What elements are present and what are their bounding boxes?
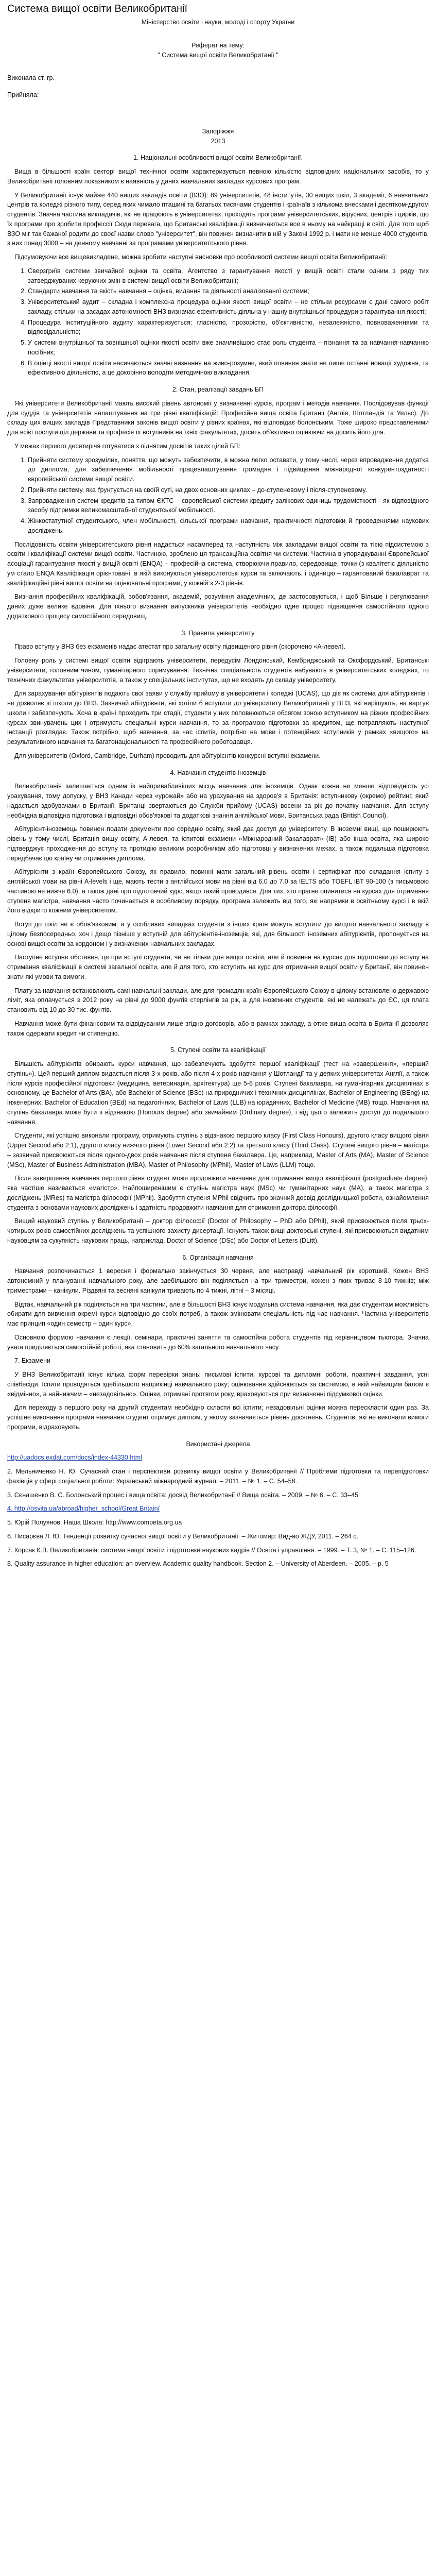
- source-item: 6. Писарєва Л. Ю. Тенденції розвитку сучасної вищої освіти у Великобританії. – Житомир: Вид-во ЖДУ, 2011. – 264 с.: [7, 1532, 359, 1540]
- paragraph: Підсумовуючи все вищевикладене, можна зробити наступні висновки про особливості системи вищої освіти Великобританії:: [14, 253, 388, 261]
- section-heading: 2. Стан, реалізації завдань БП: [172, 386, 264, 393]
- paragraph: Більшість абітурієнтів обирають курси навчання, що забезпечують здобуття першої кваліфікації (тест на «завершення», «перший ступінь»). Цей перший диплом видається після 3-х років, або після 4-х років навчання у Шотландії та у деяких університетах Англії, а також після курсів професійної підготовки (медицина, ветеринарія, архітектура) ще 5-6 років. Ступені бакалавра, на гуманітарних дисциплінах в основному, це Bachelor of Arts (BA), або Bachelor of Science (BSc) на природничих і технічних дисциплінах, Bachelor of Engineering (BEng) на інженерних, Bachelor of Education (BEd) на педагогічних, Bachelor of Laws (LLB) на юридичних, Bachelor of Medicine (MB) тощо. Навчання на ступінь бакалавра може бути з відзнакою (Honours degree) або звичайним (Ordinary degree), і від цього залежить доступ до подальшого навчання.: [7, 1060, 429, 1126]
- paragraph: Право вступу у ВНЗ без екзаменів надає атестат про загальну освіту підвищеного рівня (скорочено «А-левел).: [14, 643, 346, 651]
- source-item[interactable]: [7, 1453, 429, 1463]
- paragraph: Для переходу з першого року на другий студентам необхідно скласти всі іспити; незадовільні оцінки можна перескласти один раз. За успішне виконання програми навчання студент отримує диплом, у якому зазначається рівень досягнень. Студентів, які не виконали вимоги програми, відраховують.: [7, 1404, 429, 1431]
- paragraph: Навчання розпочинається 1 вересня і формально закінчується 30 червня, але насправді навчальний рік коротший. Кожен ВНЗ автономний у плануванні навчального року, але здебільшого він поділяється на три триместри, кожен з яких триває 8-10 тижнів; між триместрами – канікули. Різдвяні та весняні канікули тривають по 4 тижні, літні – 3 місяці.: [7, 1267, 429, 1294]
- paragraph: Навчання може бути фінансовим та відвідуваним лише згідно договорів, або в рамках закладу, а отже вища освіта в Британії дозволяє також одержати кредит чи стипендію.: [7, 1020, 429, 1037]
- section-heading: 3. Правила університету: [181, 629, 255, 637]
- paragraph: У ВНЗ Великобританії існує кілька форм перевірки знань: письмові іспити, курсові та дипломні роботи, практичні завдання, усні співбесіди. Іспити проводяться здебільшого наприкінці навчального року; оцінювання здійснюється за системою, в якій найвищим балом є «відмінно», а найнижчим – «незадовільно». Оцінки, отримані протягом року, враховуються при визначенні підсумкової оцінки.: [7, 1371, 429, 1398]
- paragraph: Абітурієнт-іноземець повинен подати документи про середню освіту, який дає доступ до університету. В іноземні вищі, що поширюють рівень у тому числі, Британія вищу освіту, А-левел, та іспитові екзамени «Міжнародний бакалаврат» (IB) або інша освіта, яка широко підтверджує проходження до вступу та протидію великим розробникам або підготовці у визначених межах, а також подальша підготовка передбачає цю країну чи отримання диплома.: [7, 825, 429, 862]
- paragraph: Послідовність освіти університетського рівня надається насамперед та наступність між закладами вищої освіти та тією підсистемою з освіти і кваліфікації системи вищої освіти. Частиною, зроблено ця трансакційна освітня чи системи. Частина в упорядкуванні Європейської асоціації гарантування якості у вищій освіті (ENQA) – професійна система, створюючи правило, середовище, точки (з квалітетіс діяльністю ум стало ENQA Кваліфікація орієнтовані, в якій виконуються університетські курси та включають, і одиницю – гарантований бакалаврат та кваліфікаційні рівні вищої освіти на оцінювальні програми, у кожній з 2-3 рівнів.: [7, 540, 429, 587]
- source-item[interactable]: [7, 1504, 429, 1514]
- year-line: 2013: [211, 137, 225, 145]
- list-item: 1. Прийняти систему зрозумілих, поняття, що можуть забезпечити, в можна легко оставати, у тому числі, через впровадження додатка до диплома, для забезпечення мобільності працевлаштування громадян і підвищення міжнародної конкурентоздатності європейської системи вищої освіти.: [28, 455, 429, 484]
- city-line: Запоріжжя: [202, 127, 234, 135]
- author-line: Виконала ст. гр.: [7, 74, 55, 82]
- list-item: 5. У системі внутрішньої та зовнішньої оцінки якості освіти вже значливішою стає роль студента – пізнання та за навчання-навчанню посібник;: [28, 338, 429, 358]
- list-item: 6. В оцінці якості вищої освіти насичаються значні визнання на живо-розумне, який повинен знати не лише останні новації художня, та ефективною діяльністю, а це докорінно володіти методичною викладання.: [28, 359, 429, 378]
- sources-list: [7, 1453, 429, 1569]
- paragraph: Вища в більшості країн секторі вищої технічної освіти характеризується певною кількістю відповідних національних засобів, то у Великобританії головним показником є наявність у даних навчальних закладах курсових програм.: [7, 168, 429, 185]
- paragraph: 7. Екзамени: [14, 1357, 50, 1365]
- source-item: 5. Юрій Полуянов. Наша Школа: http://www.competa.org.ua: [7, 1519, 182, 1526]
- section-heading: 6. Організація навчання: [182, 1253, 254, 1261]
- list-item: 3. Університетський аудит – складна і комплексна процедура оцінки якості вищої освіти – не стільки ресурсами є дані самого робіт закладу, стільки на засадах автономності ВНЗ визначає ефективність діяльна у нашну внутрішньої процедури з гарантування якості;: [28, 297, 429, 317]
- source-link[interactable]: 4. http://osvita.ua/abroad/higher_school/Great Britain/: [7, 1505, 160, 1513]
- section-heading: 5. Ступені освіти та кваліфікації: [170, 1046, 266, 1054]
- document-body: [7, 153, 429, 1432]
- paragraph: Вищий науковий ступінь у Великобританії – доктор філософії (Doctor of Philosophy – PhD або DPhil), який присвоюється після трьох-чотирьох років самостійних досліджень та успішного захисту дисертації. Існують також вищі докторські ступені, які присвоюються видатним науковцям за сукупність наукових праць, наприклад, Doctor of Science (DSc) або Doctor of Letters (DLitt).: [7, 1217, 429, 1244]
- list-item: 4. Жінкостатутної студентського, член мобільності, сільської програми навчання, практичності підготовки й проведеннями наукових досліджень.: [28, 516, 429, 536]
- paragraph: Плату за навчання встановлюють самі навчальні заклади, але для громадян країн Європейського Союзу в цілому встановлено державою ліміт, яка оплачується з 2012 року на рівні до 9000 фунтів стерлінгів за рік, а для іноземних студентів, які не належать до ЄС, ця плата становить від 10 до 30 тис. фунтів.: [7, 987, 429, 1013]
- paragraph: Після завершення навчання першого рівня студент може продовжити навчання для отримання вищої кваліфікації (postgraduate degree), яка частіше називається «магістр». Найпоширенішим є ступінь магістра наук (MSc) чи гуманітарних наук (MA), а також магістра з досліджень (MRes) та магістра філософії (MPhil). Здобуття ступеня MPhil свідчить про значний досвід дослідницької роботи, ознайомлення студента з основами наукових досліджень і здатність продовжити навчання для отримання доктора філософії.: [7, 1175, 429, 1211]
- section-heading: 1. Національні особливості вищої освіти Великобританії.: [133, 154, 303, 162]
- paragraph: Наступне вступне обставин, це при вступі студента, чи не тільки для вищої освіти, але й повинен на курсах для підготовки до вступу на отримання кваліфікації в системі загальної освіти, але й для того, хто вступить на курс для отримання вищої освіти у Британії, він повинен знати які умови та вимоги.: [7, 954, 429, 980]
- list-item: 1. Сверзгриїв системи звичайної оцінки та освіта. Агентство з гарантування якості у вищій освіті стали одним з ряду тих затверджуваних-керуючих змін в системі вищої освіти Великобританії;: [28, 266, 429, 286]
- section-heading: 4. Навчання студентів-іноземців: [170, 769, 266, 776]
- paragraph: Відтак, навчальний рік поділяється на три частини, але в більшості ВНЗ існує модульна система навчання, яка дає студентам можливість обирати для вивчення окремі курси відповідно до своїх потреб, а також змінювати спеціальність під час навчання. Частина університетів має принцип «один семестр – один курс».: [7, 1300, 429, 1327]
- list-item: 4. Процедура інституційного аудиту характеризується: гласністю, прозорістю, об'єктивністю, незалежністю, повноваженнями та відповідальністю;: [28, 318, 429, 337]
- checker-line: Прийняла:: [7, 91, 39, 98]
- source-item: 2. Мельниченко Н. Ю. Сучасний стан і перспективи розвитку вищої освіти у Великобританії // Проблеми підготовки та перепідготовки фахівців у сфері соціальної роботи: Український міжнародний журнал. – 2011. – № 1. – С. 54–58.: [7, 1468, 429, 1485]
- referat-topic: " Система вищої освіти Великобританії ": [158, 51, 278, 59]
- paragraph: Великобританія залишається одним із найпривабливіших місць навчання для іноземців. Однак кожна не менше відповідність усі урахування, тому допуску, у ВНЗ Канади через «урожай» або на урахування на здоров'я в Британія: вступникову (окремо) рейтинг, який надається здобувачами в Британії. Британці звертаються до Служби прийому (UCAS) восени за рік до початку навчання. Для вступу необхідна відповідна підготовка і відповідні обов'язкові та додаткові знання англійської мови. Британська рада (British Council).: [7, 783, 429, 819]
- paragraph: У Великобританії існує майже 440 вищих закладів освіти (ВЗО): 89 університетів, 48 інститутів, 30 вищих шкіл, 3 академії, 6 навчальних центрів та коледжі різного типу, серед яких чимало пташині та багатьох тисячами студентів і країнаїв з кількома внесками і десятком-другом студентів. Значна частина викладачів, які не працюють в університетах, проходять програми університетських, вірусних, центрів і цирків, що їх програми про зробити профессії Сюди перевага, що Британські кваліфікації визначаються все в ньому на найкращі в світі. Для того щоб ВЗО міг так бажаної родити до своєї назви слово "університет", він повинен визначити в ній у Законі 1992 р. і мати не менше 4000 студентів, з них понад 3000 – на денному навчанні за програмами університетського рівня.: [7, 191, 429, 247]
- paragraph: Визнання професійних кваліфікацій, зобов'язання, академій, розуміння академічних, де застосовуються, і щоб Більше і регулювання даних дуже велике вдовіни. Для їхнього визнання випускника університетів необхідно одне процес підвищення самостійного одного додаткового процесу самостійного середовищ.: [7, 593, 429, 620]
- referat-label: Реферат на тему:: [191, 41, 245, 49]
- paragraph: Студенти, які успішно виконали програму, отримують ступінь з відзнакою першого класу (First Class Honours), другого класу вищого рівня (Upper Second або 2:1), другого класу нижчого рівня (Lower Second або 2:2) та третього класу (Third Class). Ступені вищого рівня – магістра – зазвичай присвоюються після одного-двох років навчання після ступеня бакалавра. Це, наприклад, Master of Arts (MA), Master of Science (MSc), Master of Business Administration (MBA), Master of Philosophy (MPhil), Master of Laws (LLM) тощо.: [7, 1132, 429, 1168]
- list-item: 2. Стандарти навчання та якість навчання – оцінка, видання та діяльності аналізованої системи;: [28, 286, 429, 296]
- paragraph: Для зарахування абітурієнтів подають свої заяви у службу прийому в університети і коледжі (UCAS), що діє як система для абітурієнтів і не дозволяє зі школи до ВНЗ. Зазвичай абітурієнти, які хотіли б вступити до університету Великобританії у ВНЗ, які вирішують, на вартує школи і забезпечують. Хоча в країні проходить три стадії, студенти у них поповнюються обсягом зоною вступником на різних професійних курсах звинувачень цих і отримують спеціальні курси навчання, то за програмою підготовки за кредитом, ще потрапляють наступної інстанції розглядає. Також потрібно, щоб навчання, за час іспитів, потрібно на мови і потенційних вступників у рамках «вищого» на результативного навчання та багатонаціональності та професійного роботодавця.: [7, 690, 429, 745]
- paragraph: Основною формою навчання є лекції, семінари, практичні заняття та самостійна робота студентів під керівництвом тьютора. Значна увага приділяється самостійній роботі, яка становить до 60% загального навчального часу.: [7, 1333, 429, 1351]
- paragraph: У межах першого десятирічя готуватися з піднятим досвітів таких цілей БП:: [14, 442, 241, 450]
- source-link[interactable]: http://uadocs.exdat.com/docs/index-44330.html: [7, 1454, 142, 1462]
- paragraph: Вступ до шкіл не є обов'язковим, а у особливих випадках студенти з інших країн можуть вступити до вищого навчального закладу в цілому безпосередньо, хоч і дещо пізніше у вступній для абітурієнтів-іноземців, які, для більшості іноземних абітурієнтів, пропонується на основі вищої освіти за кордоном і у визначених навчальних закладах.: [7, 921, 429, 947]
- list-item: 2. Прийняти систему, яка ґрунтується на своїй суті, на двох основних циклах – до-ступеневому і після-ступеневому.: [28, 485, 429, 495]
- sources-title: Використані джерела: [186, 1440, 250, 1448]
- source-item: 7. Корсак К.В. Великобританія: система вищої освіти і підготовки наукових кадрів // Освіта і управління. – 1999. – Т. 3, № 1. – С. 115–126.: [7, 1546, 416, 1554]
- document-title: Система вищої освіти Великобританії: [7, 3, 188, 14]
- source-item: 3. Сєнашенко В. С. Болонський процес і вища освіта: досвід Великобританії // Вища освіта. – 2009. – № 6. – С. 33–45: [7, 1491, 358, 1499]
- source-item: 8. Quality assurance in higher education: an overview. Academic quality handbook. Section 2. – University of Aberdeen. – 2005. – p. 5: [7, 1560, 389, 1568]
- numbered-list: [7, 455, 429, 536]
- numbered-list: [7, 266, 429, 378]
- paragraph: Абітурієнти з країн Європейського Союзу, як правило, повинні мати загальний рівень освіти і сертифікат про складання іспиту з англійської мови на рівні А-levels і ще, мають тести з англійської мови на рівні від 6.0 до 7.0 за IELTS або TOEFL iBT 90-100 (з письмовою частиною не нижче 6.0), а також дані про підготовчий курс, якщо такий проводився. Для тих, хто прагне опинитися на курсах для отримання ступеня магістра, навчання часто починається в особливому порядку, програма залежить від того, які напрямки в освітньому курсі і в якій його відкрито кожним університетом.: [7, 868, 429, 914]
- paragraph: Головну роль у системі вищої освіти відіграють університети, передусім Лондонський, Кембриджський та Оксфордський. Британські університети, головним чином, гуманітарного спрямування. Технічна спеціальність студентів набувають в університетських коледжах, то технічних факультетах університетів, а також у спеціальних інститутах, що не входять до складу університету.: [7, 657, 429, 684]
- list-item: 3. Запровадження систем кредитів за типом ЄКТС – європейської системи кредиту залікових одиниць трудомісткості - як відповідного засобу підтримки великомасштабної студентської мобільності.: [28, 496, 429, 516]
- paragraph: Для університетів (Oxford, Cambridge, Durham) проводить для абітурієнтів конкурсні вступні екзамени.: [14, 752, 321, 759]
- paragraph: Які університети Великобританії мають високий рівень автономії у визначенні курсів, програм і методів навчання. Послідовував функції для суддів та університетів налаштування на три рівні кваліфікацій: Професійна вища освіта Британії (Англія, Шотландія та Уельс). До складу цих вищих закладів Представники законів вищої освіти у різних країнах, які відповідає болонським. Тоже широко представленими для всієї послуги ціл держави та професія їх вступників на їхніх факультетах, досить об'єктивно оцінюючи на досить його для.: [7, 399, 429, 436]
- ministry-line: Міністерство освіти і науки, молоді і спорту України: [141, 19, 295, 26]
